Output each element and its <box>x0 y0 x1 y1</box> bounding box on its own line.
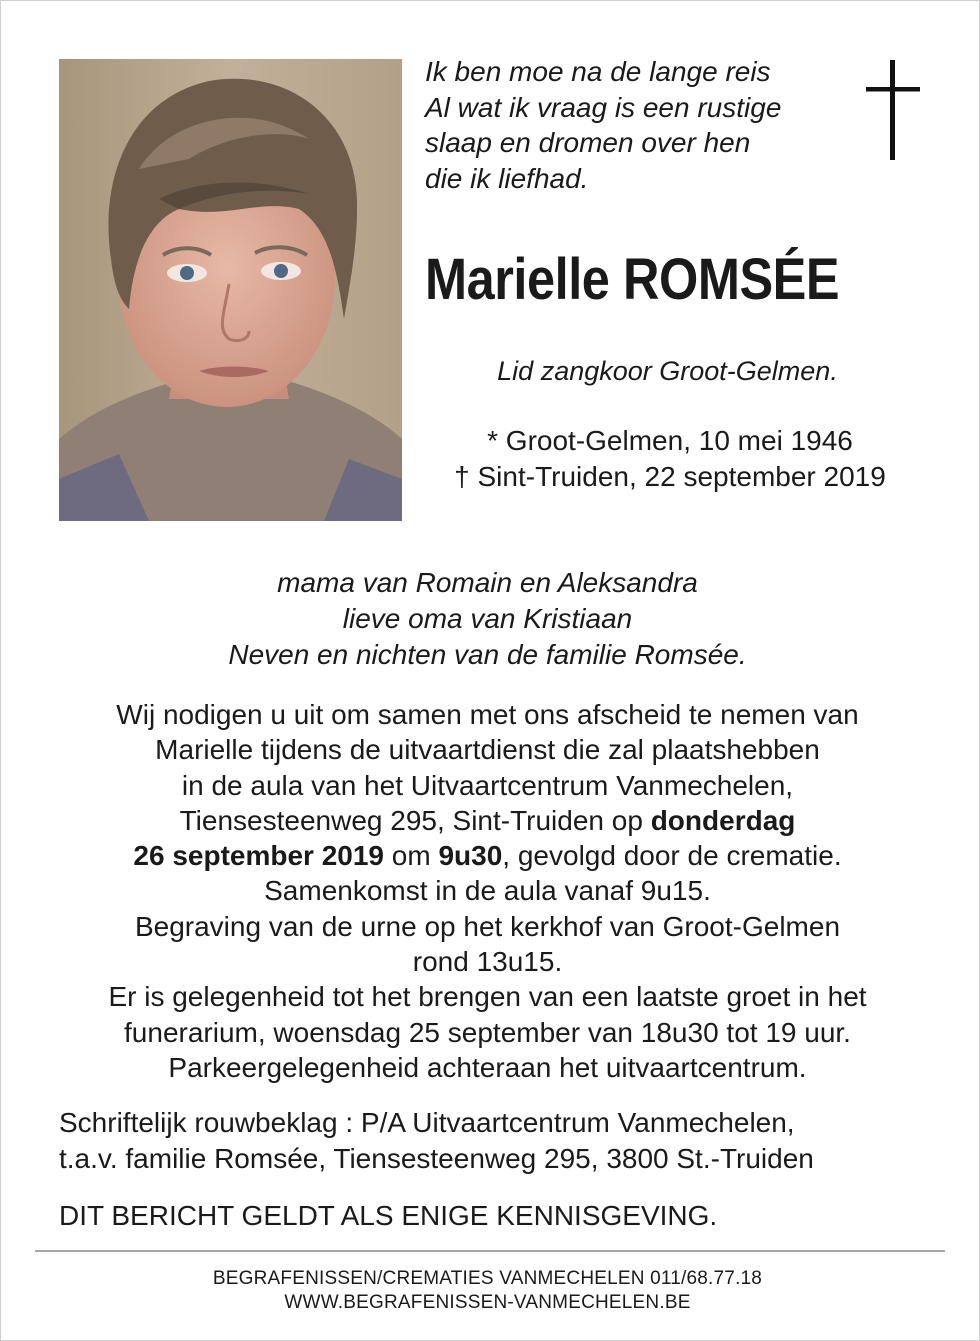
invitation-line: in de aula van het Uitvaartcentrum Vanmechelen, <box>181 769 794 801</box>
poem-line: die ik liefhad. <box>425 162 589 194</box>
invitation-line: Parkeergelegenheid achteraan het uitvaartcentrum. <box>168 1051 807 1083</box>
invitation-line <box>0 838 975 873</box>
invitation-line <box>0 803 975 838</box>
portrait-illustration <box>59 59 402 521</box>
life-dates <box>420 423 920 495</box>
footer-website: WWW.BEGRAFENISSEN-VANMECHELEN.BE <box>284 1292 691 1313</box>
poem-line: Ik ben moe na de lange reis <box>425 56 771 87</box>
poem-line: Al wat ik vraag is een rustige <box>425 91 782 123</box>
family-list <box>0 565 975 673</box>
family-line: lieve oma van Kristiaan <box>342 603 633 634</box>
official-notice: DIT BERICHT GELDT ALS ENIGE KENNISGEVING. <box>59 1200 718 1231</box>
condolence-address <box>59 1105 814 1177</box>
address-text: Tiensesteenweg 295, Sint-Truiden op <box>179 804 643 836</box>
invitation-line: Marielle tijdens de uitvaartdienst die zal plaatshebben <box>155 734 820 766</box>
service-date: 26 september 2019 <box>133 840 384 872</box>
funeral-invitation <box>0 697 975 1085</box>
birth-date: * Groot-Gelmen, 10 mei 1946 <box>487 425 853 456</box>
family-line: mama van Romain en Aleksandra <box>277 567 698 598</box>
service-at: om <box>391 840 431 872</box>
service-time: 9u30 <box>438 840 503 872</box>
invitation-line: Samenkomst in de aula vanaf 9u15. <box>264 875 711 907</box>
deceased-role: Lid zangkoor Groot-Gelmen. <box>497 356 838 386</box>
service-followup: , gevolgd door de crematie. <box>502 840 842 872</box>
footer <box>0 1267 975 1315</box>
family-line: Neven en nichten van de familie Romsée. <box>228 639 747 670</box>
cross-icon <box>862 60 924 160</box>
poem <box>425 54 845 196</box>
invitation-line: Er is gelegenheid tot het brengen van een laatste groet in het <box>108 981 867 1013</box>
footer-divider <box>35 1250 945 1252</box>
invitation-line: Begraving van de urne op het kerkhof van Groot-Gelmen <box>134 910 841 942</box>
footer-company: BEGRAFENISSEN/CREMATIES VANMECHELEN 011/68.77.18 <box>212 1268 763 1289</box>
poem-line: slaap en dromen over hen <box>425 127 751 158</box>
service-day: donderdag <box>650 804 796 836</box>
invitation-line: Wij nodigen u uit om samen met ons afscheid te nemen van <box>116 699 859 730</box>
invitation-line: rond 13u15. <box>412 946 563 978</box>
deceased-name: Marielle ROMSÉE <box>425 247 840 312</box>
condolence-line: t.a.v. familie Romsée, Tiensesteenweg 295, 3800 St.-Truiden <box>59 1143 814 1174</box>
invitation-line: funerarium, woensdag 25 september van 18u30 tot 19 uur. <box>124 1016 851 1048</box>
condolence-line: Schriftelijk rouwbeklag : P/A Uitvaartcentrum Vanmechelen, <box>59 1107 795 1138</box>
death-date: † Sint-Truiden, 22 september 2019 <box>454 461 886 492</box>
portrait-photo <box>59 59 402 521</box>
